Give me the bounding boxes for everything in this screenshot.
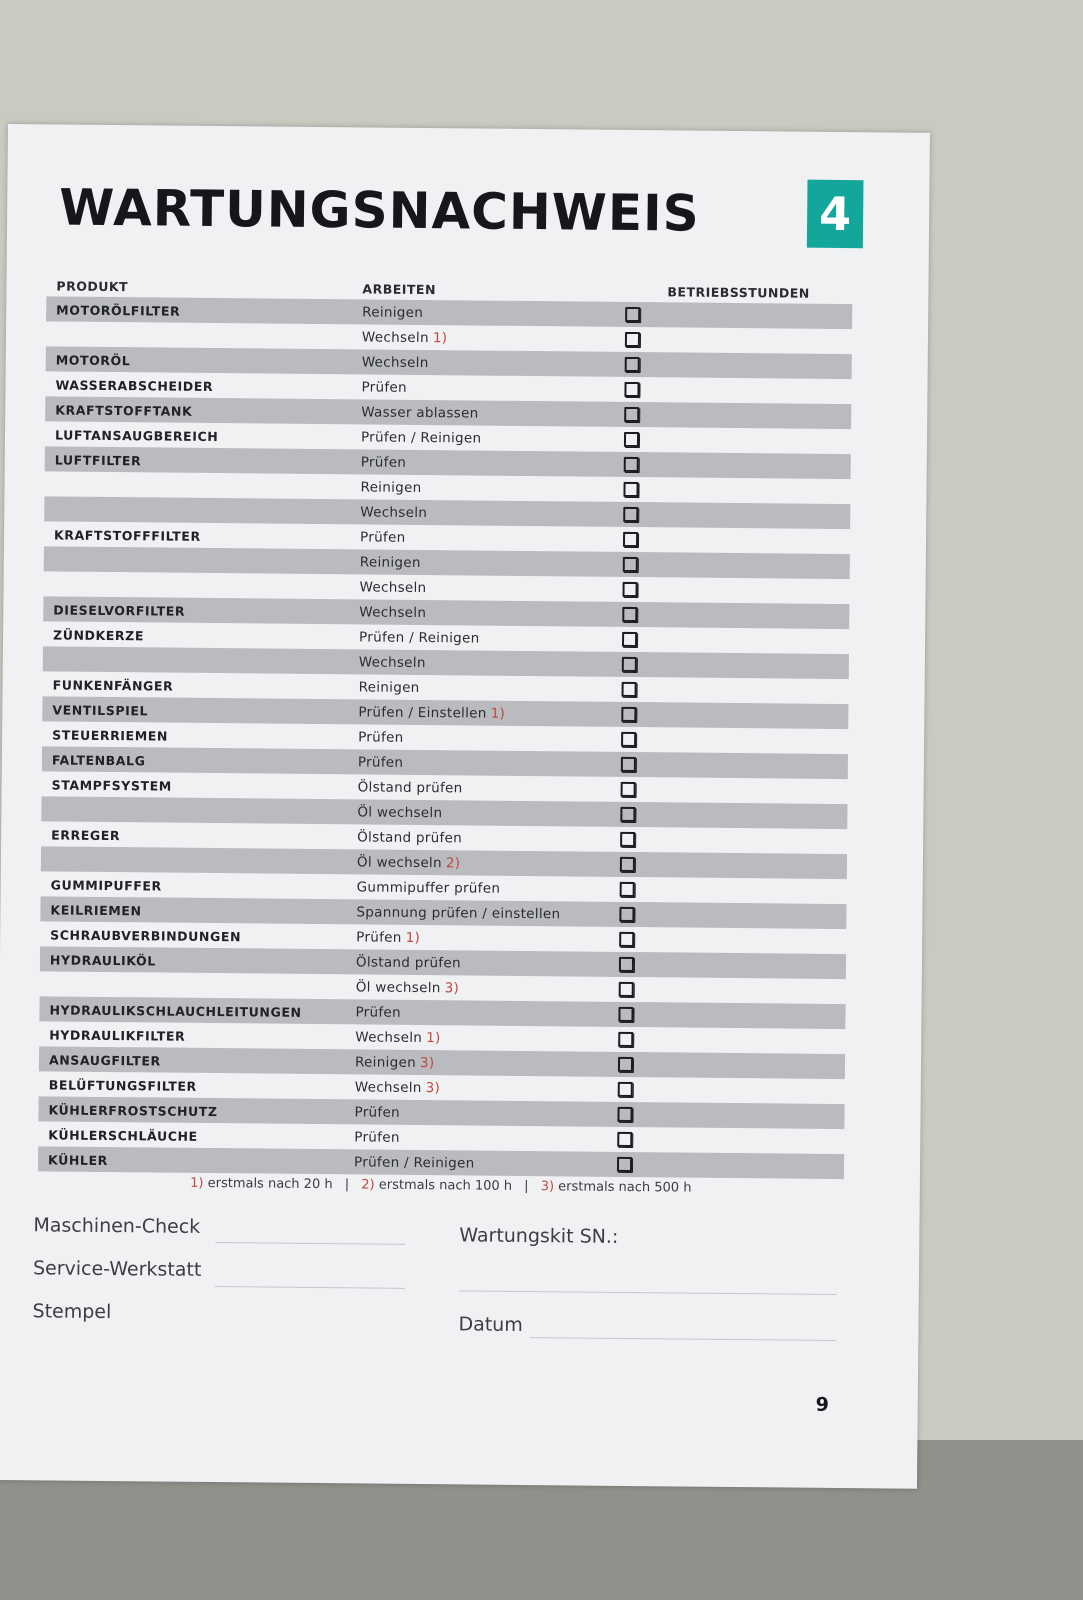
operating-hours-field[interactable] — [664, 502, 850, 529]
operating-hours-field[interactable] — [661, 852, 847, 879]
operating-hours-field[interactable] — [666, 352, 852, 379]
checkbox-icon[interactable] — [619, 982, 634, 997]
label-service-werkstatt: Service-Werkstatt — [32, 1257, 202, 1281]
label-stempel: Stempel — [32, 1300, 112, 1324]
cell-produkt: STEUERRIEMEN — [52, 727, 169, 744]
cell-arbeiten-text: Prüfen / Einstellen — [358, 704, 487, 722]
label-maschinen-check: Maschinen-Check — [33, 1214, 201, 1238]
cell-produkt: KEILRIEMEN — [50, 902, 142, 919]
cell-arbeiten-text: Ölstand prüfen — [357, 829, 463, 847]
checkbox-icon[interactable] — [625, 307, 640, 322]
cell-produkt: STAMPFSYSTEM — [51, 777, 172, 794]
cell-arbeiten — [362, 304, 423, 321]
cell-arbeiten-text: Öl wechseln — [356, 854, 442, 872]
cell-produkt: GUMMIPUFFER — [50, 877, 162, 894]
cell-produkt: HYDRAULIKSCHLAUCHLEITUNGEN — [49, 1002, 302, 1020]
operating-hours-field[interactable] — [658, 1127, 844, 1154]
cell-arbeiten-text: Spannung prüfen / einstellen — [356, 904, 561, 923]
checkbox-icon[interactable] — [618, 1082, 633, 1097]
cell-arbeiten-text: Ölstand prüfen — [355, 954, 461, 972]
cell-arbeiten — [357, 854, 461, 871]
operating-hours-field[interactable] — [659, 1002, 845, 1029]
cell-arbeiten — [360, 504, 427, 521]
cell-produkt: LUFTFILTER — [54, 452, 142, 469]
label-datum: Datum — [458, 1313, 523, 1336]
cell-arbeiten — [356, 954, 461, 971]
cell-arbeiten — [358, 779, 463, 796]
cell-produkt: LUFTANSAUGBEREICH — [54, 427, 219, 445]
cell-arbeiten-text: Wechseln — [361, 354, 429, 372]
cell-arbeiten — [360, 529, 406, 545]
cell-arbeiten — [359, 654, 426, 671]
checkbox-icon[interactable] — [620, 857, 635, 872]
checkbox-icon[interactable] — [618, 1032, 633, 1047]
cell-arbeiten — [362, 354, 429, 371]
footnote-marker: 1) — [190, 1175, 204, 1191]
cell-produkt: HYDRAULIKÖL — [49, 952, 156, 969]
checkbox-icon[interactable] — [618, 1007, 633, 1022]
cell-arbeiten — [358, 754, 404, 770]
cell-arbeiten — [361, 454, 407, 470]
cell-arbeiten-text: Reinigen — [359, 554, 421, 571]
cell-arbeiten — [354, 1154, 475, 1171]
cell-arbeiten-text: Prüfen — [360, 454, 407, 471]
operating-hours-field[interactable] — [660, 902, 846, 929]
cell-arbeiten-text: Prüfen — [357, 754, 404, 771]
cell-produkt: ERREGER — [51, 827, 121, 844]
checkbox-icon[interactable] — [622, 632, 637, 647]
cell-arbeiten-text: Prüfen — [358, 729, 404, 746]
checkbox-icon[interactable] — [621, 732, 636, 747]
operating-hours-field[interactable] — [661, 877, 847, 904]
checkbox-icon[interactable] — [622, 657, 637, 672]
operating-hours-field[interactable] — [661, 802, 847, 829]
cell-arbeiten — [355, 1054, 435, 1071]
checkbox-icon[interactable] — [624, 407, 639, 422]
checkbox-icon[interactable] — [621, 707, 636, 722]
footnote-reference: 3) — [425, 1080, 441, 1097]
cell-arbeiten — [357, 804, 442, 821]
checkbox-icon[interactable] — [624, 382, 639, 397]
operating-hours-field[interactable] — [666, 302, 852, 329]
cell-arbeiten — [361, 379, 407, 395]
operating-hours-field[interactable] — [658, 1152, 844, 1179]
operating-hours-field[interactable] — [664, 552, 850, 579]
checkbox-icon[interactable] — [623, 557, 638, 572]
cell-arbeiten-text: Wechseln — [359, 604, 427, 622]
operating-hours-field[interactable] — [664, 477, 850, 504]
cell-arbeiten — [355, 1029, 441, 1046]
checkbox-icon[interactable] — [619, 957, 634, 972]
operating-hours-field[interactable] — [663, 652, 849, 679]
cell-arbeiten — [359, 629, 480, 646]
cell-arbeiten-text: Wechseln — [354, 1079, 422, 1097]
cell-arbeiten — [362, 329, 448, 346]
cell-produkt: KRAFTSTOFFTANK — [55, 402, 193, 419]
checkbox-icon[interactable] — [625, 332, 640, 347]
checkbox-icon[interactable] — [623, 482, 638, 497]
cell-arbeiten-text: Reinigen — [358, 679, 420, 696]
page-title: WARTUNGSNACHWEIS — [58, 178, 700, 243]
cell-arbeiten-text: Wechseln — [360, 504, 428, 522]
cell-arbeiten — [359, 604, 426, 621]
cell-arbeiten — [358, 729, 404, 745]
cell-arbeiten-text: Gummipuffer prüfen — [356, 879, 501, 897]
cell-arbeiten-text: Prüfen — [361, 379, 408, 396]
cell-arbeiten — [355, 1004, 401, 1020]
checkbox-icon[interactable] — [624, 457, 639, 472]
checkbox-icon[interactable] — [621, 757, 636, 772]
cell-arbeiten-text: Öl wechseln — [357, 804, 443, 822]
cell-arbeiten — [354, 1104, 400, 1120]
operating-hours-field[interactable] — [662, 702, 848, 729]
checkbox-icon[interactable] — [623, 532, 638, 547]
checkbox-icon[interactable] — [618, 1057, 633, 1072]
operating-hours-field[interactable] — [660, 977, 846, 1004]
cell-arbeiten — [361, 404, 478, 421]
checkbox-icon[interactable] — [617, 1132, 632, 1147]
cell-produkt: BELÜFTUNGSFILTER — [48, 1077, 197, 1094]
operating-hours-field[interactable] — [660, 927, 846, 954]
footnote-reference: 1) — [490, 705, 506, 722]
footnote-text: erstmals nach 500 h — [558, 1179, 692, 1196]
maintenance-table — [38, 296, 852, 1179]
checkbox-icon[interactable] — [617, 1157, 632, 1172]
checkbox-icon[interactable] — [617, 1107, 632, 1122]
cell-arbeiten — [359, 579, 426, 596]
cell-arbeiten-text: Reinigen — [360, 479, 422, 496]
field-datum[interactable] — [530, 1337, 836, 1341]
footnote-reference: 1) — [432, 330, 448, 347]
cell-arbeiten — [360, 479, 421, 496]
checkbox-icon[interactable] — [619, 932, 634, 947]
cell-arbeiten-text: Wechseln — [361, 329, 429, 347]
checkbox-icon[interactable] — [624, 432, 639, 447]
footnote-marker: 3) — [540, 1179, 555, 1195]
cell-produkt: ANSAUGFILTER — [48, 1052, 161, 1069]
cell-produkt: KÜHLERFROSTSCHUTZ — [48, 1102, 218, 1120]
cell-produkt: FALTENBALG — [51, 752, 146, 769]
cell-arbeiten-text: Prüfen — [359, 529, 406, 546]
operating-hours-field[interactable] — [658, 1102, 844, 1129]
operating-hours-field[interactable] — [661, 827, 847, 854]
cell-arbeiten-text: Prüfen / Reinigen — [359, 629, 480, 647]
field-service-werkstatt[interactable] — [215, 1286, 405, 1289]
checkbox-icon[interactable] — [622, 607, 637, 622]
document-page — [0, 124, 930, 1489]
cell-arbeiten-text: Prüfen / Reinigen — [360, 429, 482, 447]
checkbox-icon[interactable] — [620, 832, 635, 847]
cell-arbeiten-text: Wasser ablassen — [361, 404, 479, 422]
cell-arbeiten — [358, 704, 505, 721]
checkbox-icon[interactable] — [623, 507, 638, 522]
footnote-separator: | — [344, 1177, 350, 1193]
checkbox-icon[interactable] — [619, 907, 634, 922]
cell-produkt: KÜHLER — [47, 1152, 108, 1169]
cell-arbeiten-text: Reinigen — [354, 1054, 417, 1071]
footnote-reference: 1) — [426, 1030, 441, 1047]
cell-arbeiten-text: Prüfen — [354, 1104, 401, 1121]
operating-hours-field[interactable] — [665, 377, 851, 404]
checkbox-icon[interactable] — [625, 357, 640, 372]
operating-hours-field[interactable] — [663, 577, 849, 604]
cell-arbeiten — [356, 979, 460, 996]
field-maschinen-check[interactable] — [215, 1242, 405, 1245]
operating-hours-field[interactable] — [664, 527, 850, 554]
operating-hours-field[interactable] — [660, 952, 846, 979]
column-header-betriebsstunden: BETRIEBSSTUNDEN — [667, 284, 810, 301]
page-number: 9 — [815, 1393, 830, 1416]
operating-hours-field[interactable] — [665, 402, 851, 429]
footnote-reference: 3) — [419, 1054, 435, 1072]
field-wartungskit-sn[interactable] — [459, 1290, 837, 1295]
checkbox-icon[interactable] — [622, 682, 637, 697]
operating-hours-field[interactable] — [662, 727, 848, 754]
cell-arbeiten-text: Ölstand prüfen — [357, 779, 463, 797]
operating-hours-field[interactable] — [663, 627, 849, 654]
operating-hours-field[interactable] — [662, 752, 848, 779]
footnote-text: erstmals nach 20 h — [207, 1175, 333, 1193]
cell-arbeiten-text: Prüfen — [356, 929, 402, 946]
cell-arbeiten-text: Prüfen — [354, 1129, 400, 1146]
cell-arbeiten-text: Wechseln — [358, 654, 426, 672]
cell-produkt: KRAFTSTOFFFILTER — [53, 527, 201, 544]
cell-produkt: MOTORÖLFILTER — [56, 302, 181, 319]
column-header-produkt: PRODUKT — [56, 278, 129, 295]
operating-hours-field[interactable] — [659, 1077, 845, 1104]
chapter-badge: 4 — [807, 180, 864, 249]
footnote-marker: 2) — [361, 1177, 375, 1193]
cell-arbeiten — [356, 904, 560, 922]
cell-produkt: DIESELVORFILTER — [53, 602, 186, 619]
checkbox-icon[interactable] — [620, 807, 635, 822]
operating-hours-field[interactable] — [662, 777, 848, 804]
cell-produkt: FUNKENFÄNGER — [52, 677, 174, 694]
footnote-reference: 1) — [405, 929, 421, 946]
cell-arbeiten — [357, 829, 462, 846]
cell-arbeiten — [359, 679, 420, 696]
cell-produkt: KÜHLERSCHLÄUCHE — [48, 1127, 198, 1144]
cell-arbeiten — [355, 1079, 441, 1096]
cell-produkt: WASSERABSCHEIDER — [55, 377, 214, 394]
cell-arbeiten — [360, 554, 421, 571]
cell-produkt: SCHRAUBVERBINDUNGEN — [50, 927, 242, 945]
footnote-text: erstmals nach 100 h — [378, 1177, 513, 1194]
cell-arbeiten-text: Reinigen — [362, 304, 424, 321]
operating-hours-field[interactable] — [659, 1027, 845, 1054]
checkbox-icon[interactable] — [621, 782, 636, 797]
cell-arbeiten-text: Öl wechseln — [355, 979, 441, 997]
label-wartungskit-sn: Wartungskit SN.: — [459, 1224, 619, 1248]
cell-arbeiten — [357, 879, 501, 896]
column-header-arbeiten: ARBEITEN — [362, 281, 437, 298]
cell-arbeiten-text: Prüfen / Reinigen — [353, 1154, 475, 1172]
cell-produkt: MOTORÖL — [55, 352, 131, 369]
operating-hours-field[interactable] — [665, 452, 851, 479]
cell-arbeiten — [354, 1129, 400, 1145]
cell-arbeiten-text: Wechseln — [355, 1029, 423, 1047]
cell-produkt: ZÜNDKERZE — [53, 627, 145, 644]
cell-arbeiten — [361, 429, 482, 446]
footnote-separator: | — [524, 1179, 529, 1195]
cell-produkt: VENTILSPIEL — [52, 702, 149, 719]
checkbox-icon[interactable] — [620, 882, 635, 897]
cell-arbeiten-text: Prüfen — [355, 1004, 402, 1021]
cell-produkt: HYDRAULIKFILTER — [49, 1027, 186, 1044]
operating-hours-field[interactable] — [662, 677, 848, 704]
operating-hours-field[interactable] — [659, 1052, 845, 1079]
checkbox-icon[interactable] — [622, 582, 637, 597]
operating-hours-field[interactable] — [666, 327, 852, 354]
operating-hours-field[interactable] — [665, 427, 851, 454]
footnote-reference: 3) — [444, 980, 460, 997]
footnote-reference: 2) — [445, 855, 461, 872]
operating-hours-field[interactable] — [663, 602, 849, 629]
cell-arbeiten-text: Wechseln — [359, 579, 427, 597]
cell-arbeiten — [356, 929, 420, 946]
